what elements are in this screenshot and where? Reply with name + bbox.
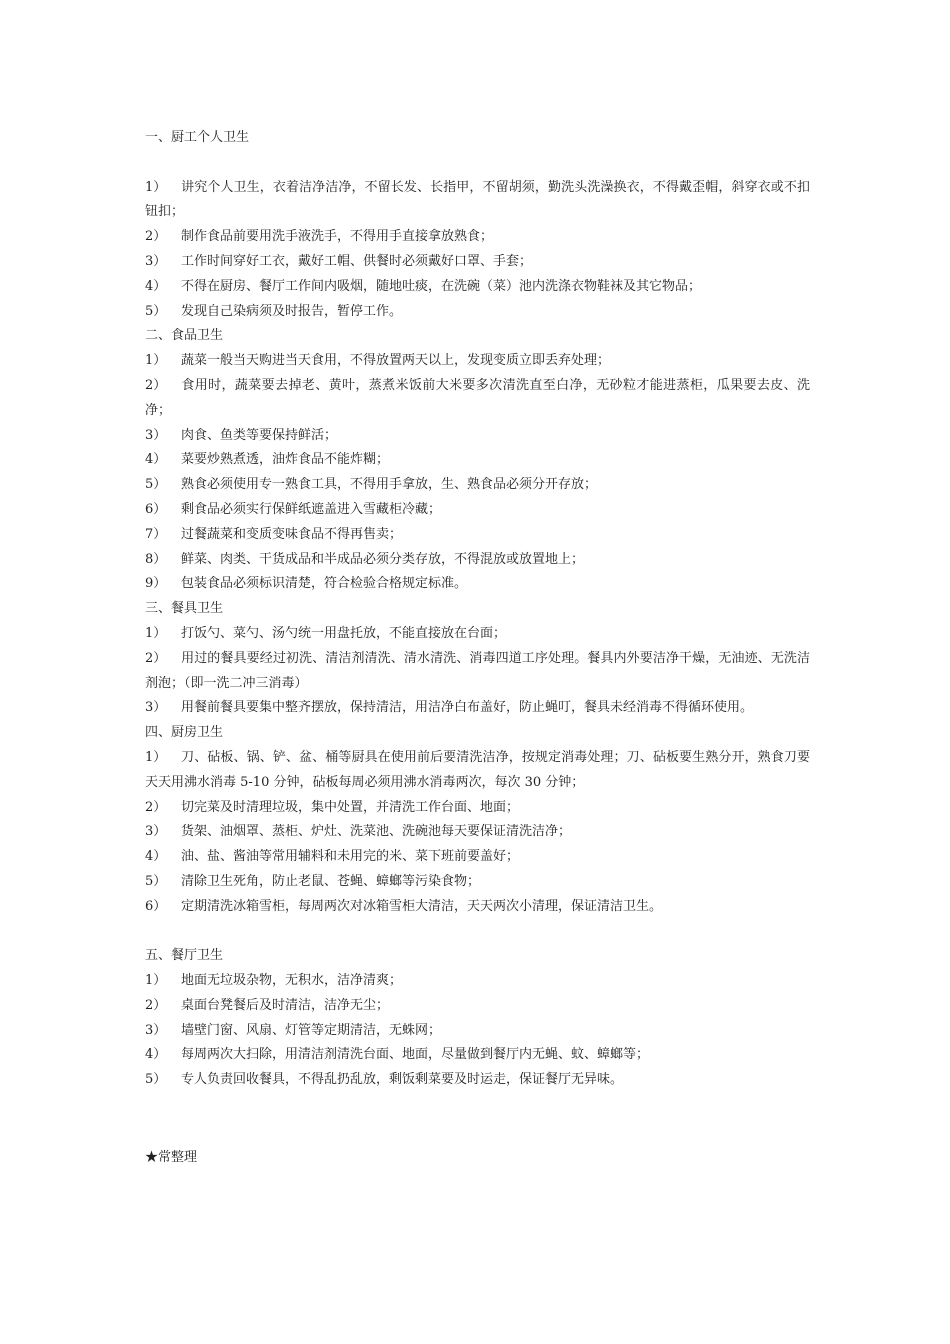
- list-item: [145, 1043, 810, 1068]
- item-text: 每周两次大扫除，用清洁剂清洗台面、地面，尽量做到餐厅内无蝇、蚊、蟑螂等；: [181, 1047, 650, 1063]
- item-text: 过餐蔬菜和变质变味食品不得再售卖；: [181, 526, 403, 542]
- item-number: 4）: [145, 849, 167, 865]
- section-title-dining-hall-hygiene: 五、餐厅卫生: [145, 948, 224, 964]
- item-number: 5）: [145, 303, 167, 319]
- list-item: [145, 870, 810, 895]
- item-number: 2）: [145, 229, 167, 245]
- list-item: [145, 820, 810, 845]
- item-text: 工作时间穿好工衣，戴好工帽、供餐时必须戴好口罩、手套；: [181, 253, 533, 269]
- item-text: 包装食品必须标识清楚，符合检验合格规定标准。: [181, 576, 468, 592]
- footer-note: ★常整理: [145, 1150, 198, 1165]
- document-body: [145, 126, 810, 1093]
- list-item: [145, 845, 810, 870]
- item-number: 3）: [145, 700, 167, 716]
- list-item: [145, 374, 810, 424]
- item-number: 5）: [145, 873, 167, 889]
- item-number: 8）: [145, 551, 167, 567]
- list-item: [145, 250, 810, 275]
- list-item: [145, 622, 810, 647]
- item-text: 定期清洗冰箱雪柜，每周两次对冰箱雪柜大清洁，天天两次小清理，保证清洁卫生。: [181, 898, 663, 914]
- item-number: 5）: [145, 1072, 167, 1088]
- item-text: 桌面台凳餐后及时清洁，洁净无尘；: [181, 997, 390, 1013]
- list-item: [145, 523, 810, 548]
- item-number: 3）: [145, 824, 167, 840]
- list-item: [145, 275, 810, 300]
- item-text: 熟食必须使用专一熟食工具，不得用手拿放，生、熟食品必须分开存放；: [181, 477, 598, 493]
- item-number: 1）: [145, 749, 167, 765]
- item-number: 2）: [145, 650, 167, 666]
- item-number: 1）: [145, 353, 167, 369]
- item-number: 2）: [145, 997, 167, 1013]
- list-item: [145, 548, 810, 573]
- item-number: 2）: [145, 799, 167, 815]
- item-text: 发现自己染病须及时报告，暂停工作。: [181, 303, 403, 319]
- list-item: [145, 225, 810, 250]
- item-number: 1）: [145, 973, 167, 989]
- item-text: 不得在厨房、餐厅工作间内吸烟，随地吐痰，在洗碗（菜）池内洗涤衣物鞋袜及其它物品；: [181, 278, 702, 294]
- list-item: [145, 473, 810, 498]
- item-text: 地面无垃圾杂物，无积水，洁净清爽；: [181, 973, 403, 989]
- list-item: [145, 994, 810, 1019]
- item-text: 打饭勺、菜勺、汤勺统一用盘托放，不能直接放在台面；: [181, 625, 507, 641]
- item-text: 菜要炒熟煮透，油炸食品不能炸糊；: [181, 452, 390, 468]
- item-number: 2）: [145, 377, 167, 393]
- item-text: 剩食品必须实行保鲜纸遮盖进入雪藏柜冷藏；: [181, 501, 442, 517]
- list-item: [145, 1068, 810, 1093]
- list-item: [145, 176, 810, 226]
- item-text: 肉食、鱼类等要保持鲜活；: [181, 427, 338, 443]
- item-number: 5）: [145, 477, 167, 493]
- section-title-food-hygiene: 二、食品卫生: [145, 328, 224, 344]
- item-number: 4）: [145, 1047, 167, 1063]
- item-number: 3）: [145, 427, 167, 443]
- section-title-tableware-hygiene: 三、餐具卫生: [145, 601, 224, 617]
- item-number: 1）: [145, 179, 167, 195]
- list-item: [145, 696, 810, 721]
- list-item: [145, 448, 810, 473]
- item-text: 制作食品前要用洗手液洗手，不得用手直接拿放熟食；: [181, 229, 494, 245]
- list-item: [145, 572, 810, 597]
- item-number: 6）: [145, 898, 167, 914]
- list-item: [145, 424, 810, 449]
- item-text: 专人负责回收餐具，不得乱扔乱放，剩饭剩菜要及时运走，保证餐厅无异味。: [181, 1072, 624, 1088]
- item-text: 蔬菜一般当天购进当天食用，不得放置两天以上，发现变质立即丢弃处理；: [181, 353, 611, 369]
- section-title-personal-hygiene: 一、厨工个人卫生: [145, 130, 250, 145]
- item-number: 4）: [145, 452, 167, 468]
- item-text: 食用时，蔬菜要去掉老、黄叶，蒸煮米饭前大米要多次清洗直至白净，无砂粒才能进蒸柜，瓜果要去皮、洗净；: [145, 377, 810, 418]
- blank-line: [145, 151, 810, 176]
- section-title-kitchen-hygiene: 四、厨房卫生: [145, 725, 224, 741]
- list-item: [145, 1019, 810, 1044]
- list-item: [145, 746, 810, 796]
- item-text: 用过的餐具要经过初洗、清洁剂清洗、清水清洗、消毒四道工序处理。餐具内外要洁净干燥，无油迹、无洗洁剂泡；（即一洗二冲三消毒）: [145, 650, 810, 691]
- item-text: 清除卫生死角，防止老鼠、苍蝇、蟑螂等污染食物；: [181, 873, 481, 889]
- item-text: 货架、油烟罩、蒸柜、炉灶、洗菜池、洗碗池每天要保证清洗洁净；: [181, 824, 572, 840]
- item-number: 1）: [145, 625, 167, 641]
- list-item: [145, 796, 810, 821]
- item-text: 墙壁门窗、风扇、灯管等定期清洁，无蛛网；: [181, 1022, 442, 1038]
- list-item: [145, 969, 810, 994]
- list-item: [145, 895, 810, 920]
- item-number: 4）: [145, 278, 167, 294]
- item-text: 讲究个人卫生，衣着洁净洁净，不留长发、长指甲，不留胡须，勤洗头洗澡换衣，不得戴歪帽，斜穿衣或不扣钮扣；: [145, 179, 810, 220]
- item-text: 刀、砧板、锅、铲、盆、桶等厨具在使用前后要清洗洁净，按规定消毒处理；刀、砧板要生熟分开，熟食刀要天天用沸水消毒 5-10 分钟，砧板每周必须用沸水消毒两次，每次 30 分钟；: [145, 749, 810, 790]
- item-text: 用餐前餐具要集中整齐摆放，保持清洁，用洁净白布盖好，防止蝇叮，餐具未经消毒不得循环使用。: [181, 700, 754, 716]
- item-text: 油、盐、酱油等常用辅料和未用完的米、菜下班前要盖好；: [181, 849, 520, 865]
- list-item: [145, 349, 810, 374]
- item-number: 3）: [145, 1022, 167, 1038]
- list-item: [145, 498, 810, 523]
- item-number: 7）: [145, 526, 167, 542]
- blank-line: [145, 920, 810, 945]
- list-item: [145, 647, 810, 697]
- item-text: 鲜菜、肉类、干货成品和半成品必须分类存放，不得混放或放置地上；: [181, 551, 585, 567]
- item-number: 6）: [145, 501, 167, 517]
- item-number: 9）: [145, 576, 167, 592]
- item-number: 3）: [145, 253, 167, 269]
- list-item: [145, 300, 810, 325]
- item-text: 切完菜及时清理垃圾，集中处置，并清洗工作台面、地面；: [181, 799, 520, 815]
